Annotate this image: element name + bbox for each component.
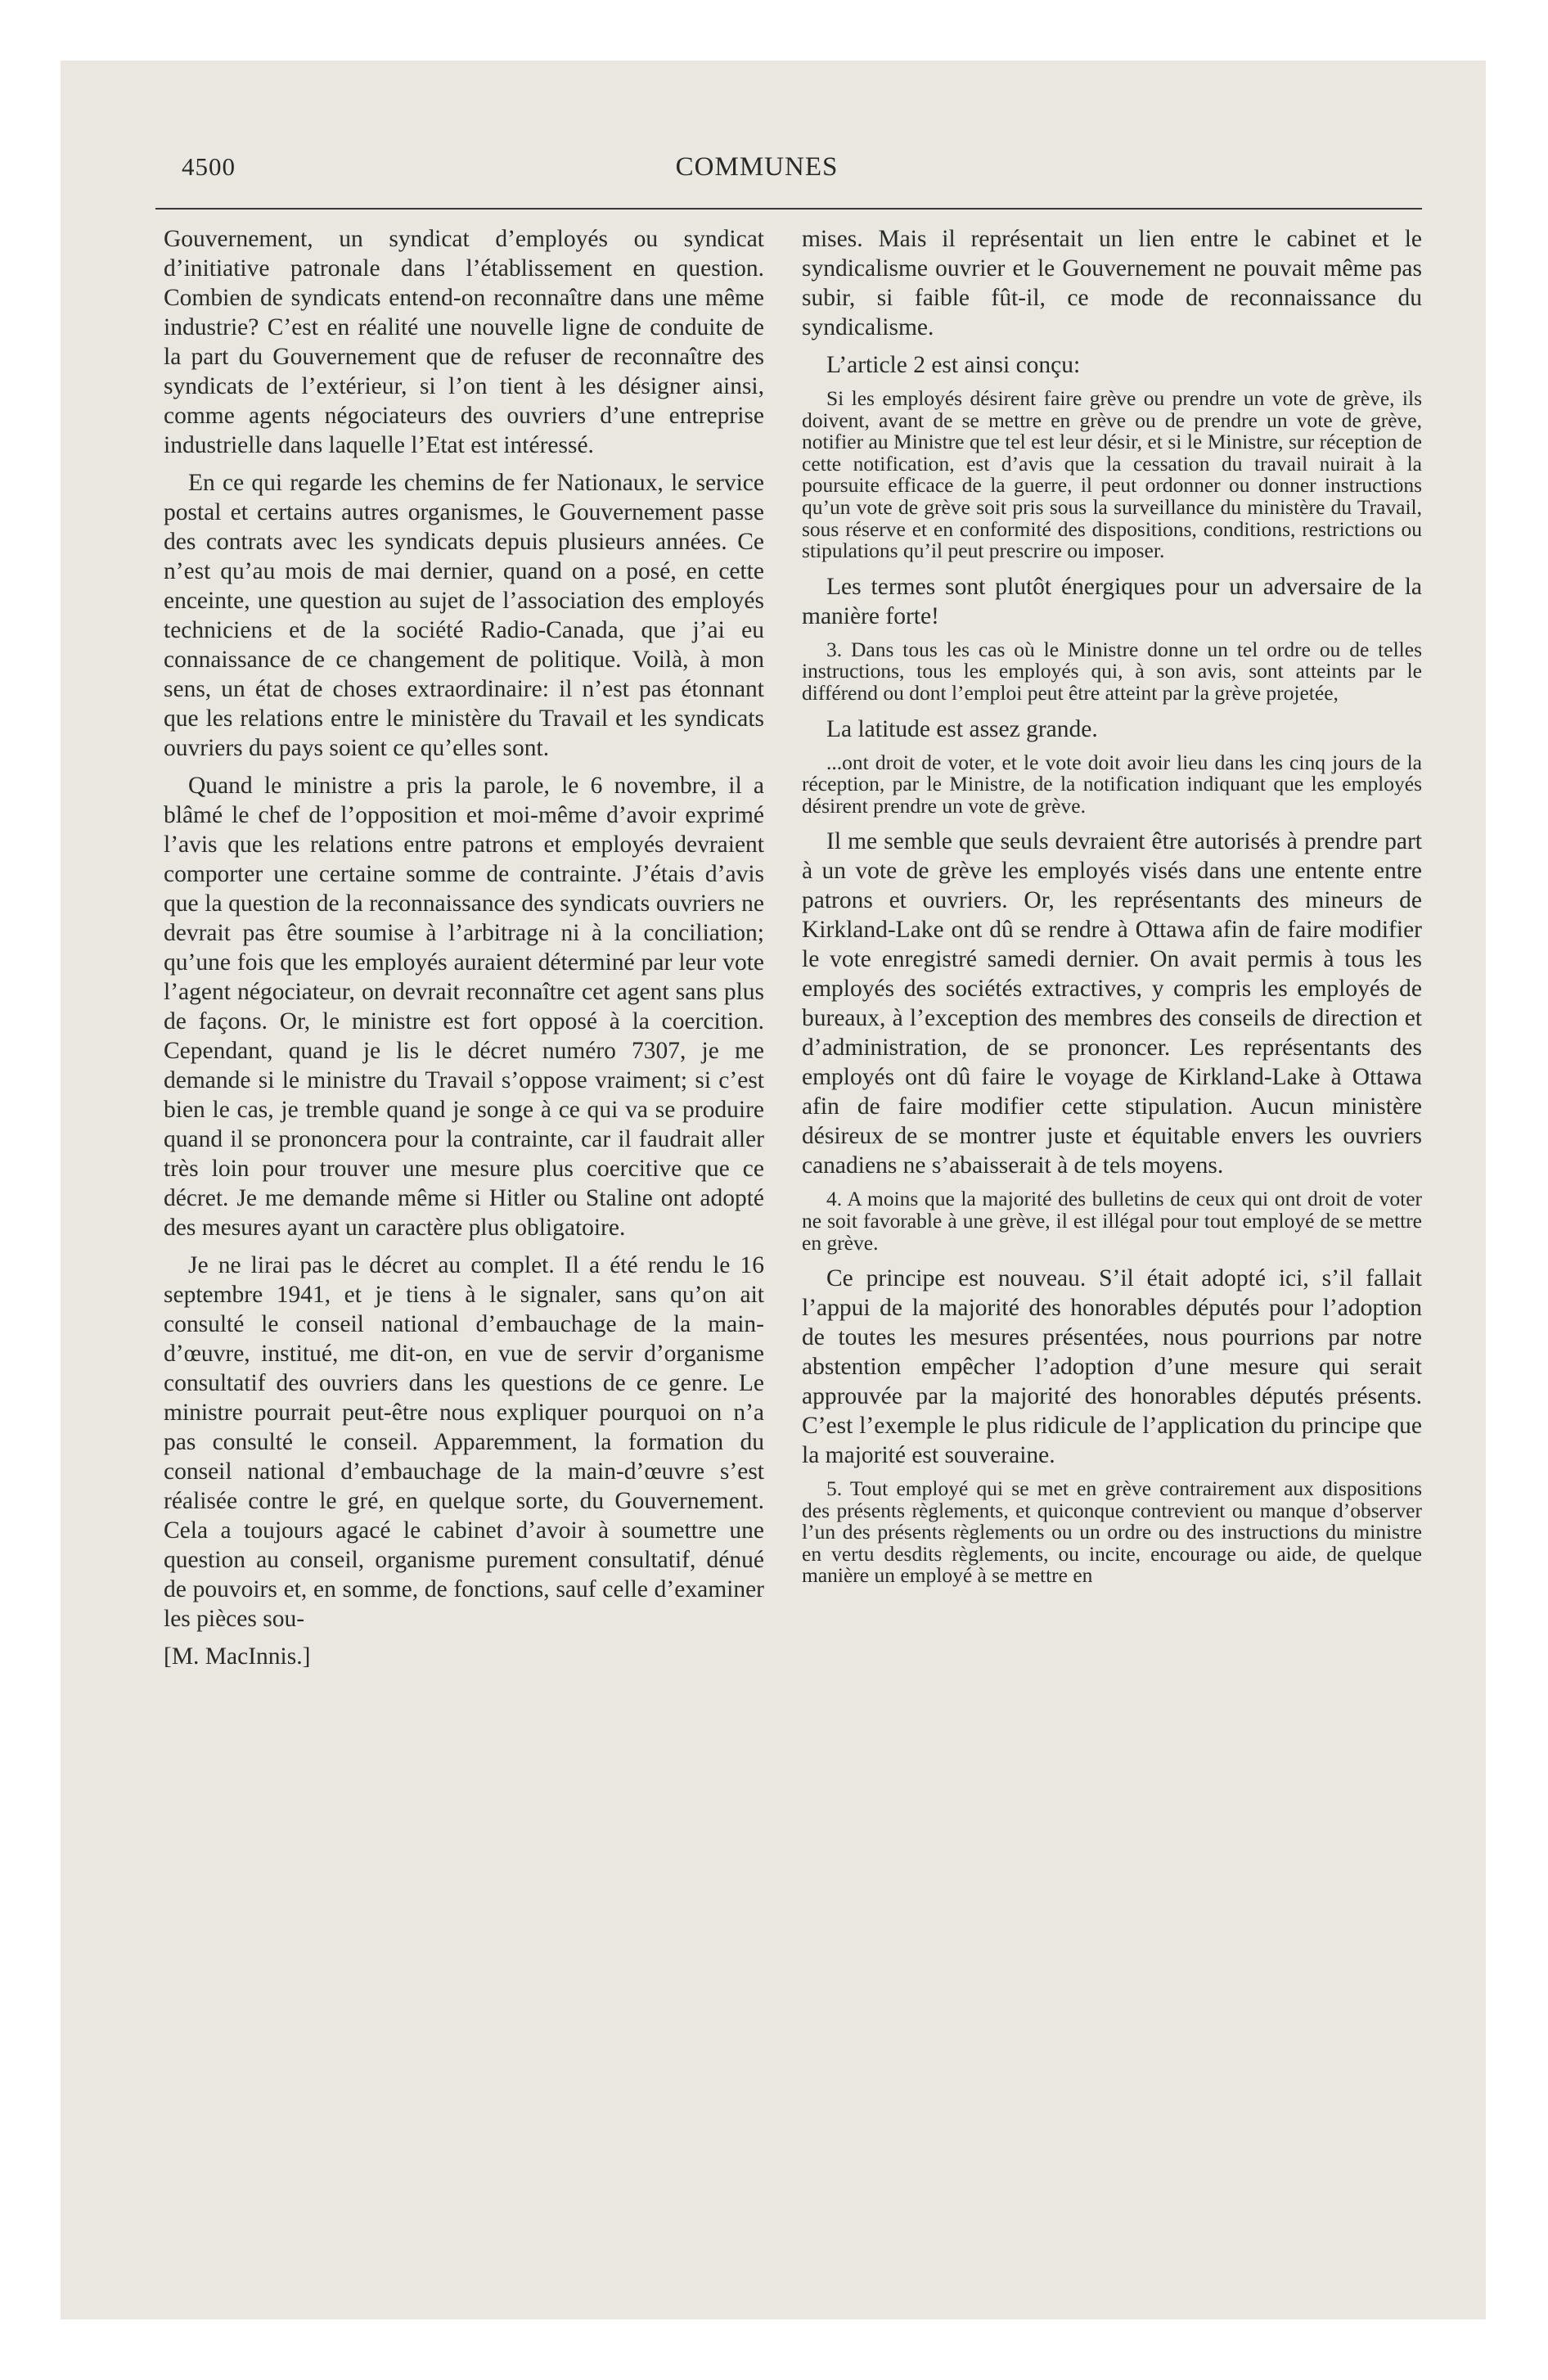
right-paragraph-1: mises. Mais il représentait un lien entre le cabinet et le syndicalisme ouvrier et le Gouvernement ne pouvait même pas subir, si faible fût-il, ce mode de reconnaissance du syndicalisme. (802, 226, 1422, 340)
right-column (802, 224, 1422, 1597)
right-paragraph-3: Les termes sont plutôt énergiques pour un adversaire de la manière forte! (802, 573, 1422, 629)
right-paragraph-6: Ce principe est nouveau. S’il était adopté ici, s’il fallait l’appui de la majorité des honorables députés pour l’adoption de toutes les mesures présentées, nous pourrions par notre abstention empêcher l’adoption d’une mesure qui serait approuvée par la majorité des honorables députés présents. C’est l’exemple le plus ridicule de l’application du principe que la majorité est souveraine. (802, 1265, 1422, 1469)
right-quote-vote: ...ont droit de voter, et le vote doit avoir lieu dans les cinq jours de la réception, par le Ministre, de la notification indiquant que les employés désirent prendre un vote de grève. (802, 750, 1422, 818)
right-paragraph-2: L’article 2 est ainsi conçu: (826, 352, 1081, 378)
right-quote-article-4: 4. A moins que la majorité des bulletins de ceux qui ont droit de voter ne soit favorable à une grève, il est illégal pour tout employé de se mettre en grève. (802, 1187, 1422, 1255)
page-number: 4500 (182, 152, 236, 181)
speaker-signature: [M. MacInnis.] (164, 1643, 311, 1670)
left-paragraph-2: En ce qui regarde les chemins de fer Nationaux, le service postal et certains autres organismes, le Gouvernement passe des contrats avec les syndicats depuis plusieurs années. Ce n’est qu’au mois de mai dernier, quand on a posé, en cette enceinte, une question au sujet de l’association des employés techniciens et de la société Radio-Canada, que j’ai eu connaissance de ce changement de politique. Voilà, à mon sens, un état de choses extraordinaire: il n’est pas étonnant que les relations entre le ministère du Travail et les syndicats ouvriers du pays soient ce qu’elles sont. (164, 470, 764, 761)
left-paragraph-1: Gouvernement, un syndicat d’employés ou syndicat d’initiative patronale dans l’établissement en question. Combien de syndicats entend-on reconnaître dans une même industrie? C’est en réalité une nouvelle ligne de conduite de la part du Gouvernement que de refuser de reconnaître des syndicats de l’extérieur, si l’on tient à les désigner ainsi, comme agents négociateurs des ouvriers d’une entreprise industrielle dans laquelle l’Etat est intéressé. (164, 226, 764, 458)
header-rule (155, 208, 1422, 210)
left-column (164, 224, 764, 1671)
left-paragraph-4: Je ne lirai pas le décret au complet. Il a été rendu le 16 septembre 1941, et je tiens à le signaler, sans qu’on ait consulté le conseil national d’embauchage de la main-d’œuvre, institué, me dit-on, en vue de servir d’organisme consultatif des ouvriers dans les questions de ce genre. Le ministre pourrait peut-être nous expliquer pourquoi on n’a pas consulté le conseil. Apparemment, la formation du conseil national d’embauchage de la main-d’œuvre s’est réalisée contre le gré, en quelque sorte, du Gouvernement. Cela a toujours agacé le cabinet d’avoir à soumettre une question au conseil, organisme purement consultatif, dénué de pouvoirs et, en somme, de fonctions, sauf celle d’examiner les pièces sou- (164, 1252, 764, 1632)
page-header (90, 152, 1424, 198)
right-quote-article-2: Si les employés désirent faire grève ou prendre un vote de grève, ils doivent, avant de se mettre en grève ou de prendre un vote de grève, notifier au Ministre que tel est leur désir, et si le Ministre, sur réception de cette notification, est d’avis que la cessation du travail nuirait à la poursuite efficace de la guerre, il peut ordonner ou donner instructions qu’un vote de grève soit pris sous la surveillance du ministère du Travail, sous réserve et en conformité des dispositions, conditions, restrictions ou stipulations qu’il peut prescrire ou imposer. (802, 386, 1422, 563)
right-quote-article-5: 5. Tout employé qui se met en grève contrairement aux dispositions des présents règlements, et quiconque contrevient ou manque d’observer l’un des présents règlements ou un ordre ou des instructions du ministre en vertu desdits règlements, ou incite, encourage ou aide, de quelque manière un employé à se mettre en (802, 1476, 1422, 1588)
left-paragraph-3: Quand le ministre a pris la parole, le 6 novembre, il a blâmé le chef de l’opposition et moi-même d’avoir exprimé l’avis que les relations entre patrons et employés devraient comporter une certaine somme de contrainte. J’étais d’avis que la question de la reconnaissance des syndicats ouvriers ne devrait pas être soumise à l’arbitrage ni à la conciliation; qu’une fois que les employés auraient déterminé par leur vote l’agent négociateur, on devrait reconnaître cet agent sans plus de façons. Or, le ministre est fort opposé à la coercition. Cependant, quand je lis le décret numéro 7307, je me demande si le ministre du Travail s’oppose vraiment; si c’est bien le cas, je tremble quand je songe à ce qui va se produire quand il se prononcera pour la contrainte, car il faudrait aller très loin pour trouver une mesure plus coercitive que ce décret. Je me demande même si Hitler ou Staline ont adopté des mesures ayant un caractère plus obligatoire. (164, 773, 764, 1241)
right-quote-article-3: 3. Dans tous les cas où le Ministre donne un tel ordre ou de telles instructions, tous les employés qui, à son avis, sont atteints par le différend ou dont l’emploi peut être atteint par la grève projetée, (802, 637, 1422, 705)
right-paragraph-4: La latitude est assez grande. (826, 715, 1098, 742)
running-head: COMMUNES (675, 152, 839, 182)
right-paragraph-5: Il me semble que seuls devraient être autorisés à prendre part à un vote de grève les employés visés dans une entente entre patrons et ouvriers. Or, les représentants des mineurs de Kirkland-Lake ont dû se rendre à Ottawa afin de faire modifier le vote enregistré samedi dernier. On avait permis à tous les employés des sociétés extractives, y compris les employés de bureaux, à l’exception des membres des conseils de direction et d’administration, de se prononcer. Les représentants des employés ont dû faire le voyage de Kirkland-Lake à Ottawa afin de faire modifier cette stipulation. Aucun ministère désireux de se montrer juste et équitable envers les ouvriers canadiens ne s’abaisserait à de tels moyens. (802, 828, 1422, 1179)
